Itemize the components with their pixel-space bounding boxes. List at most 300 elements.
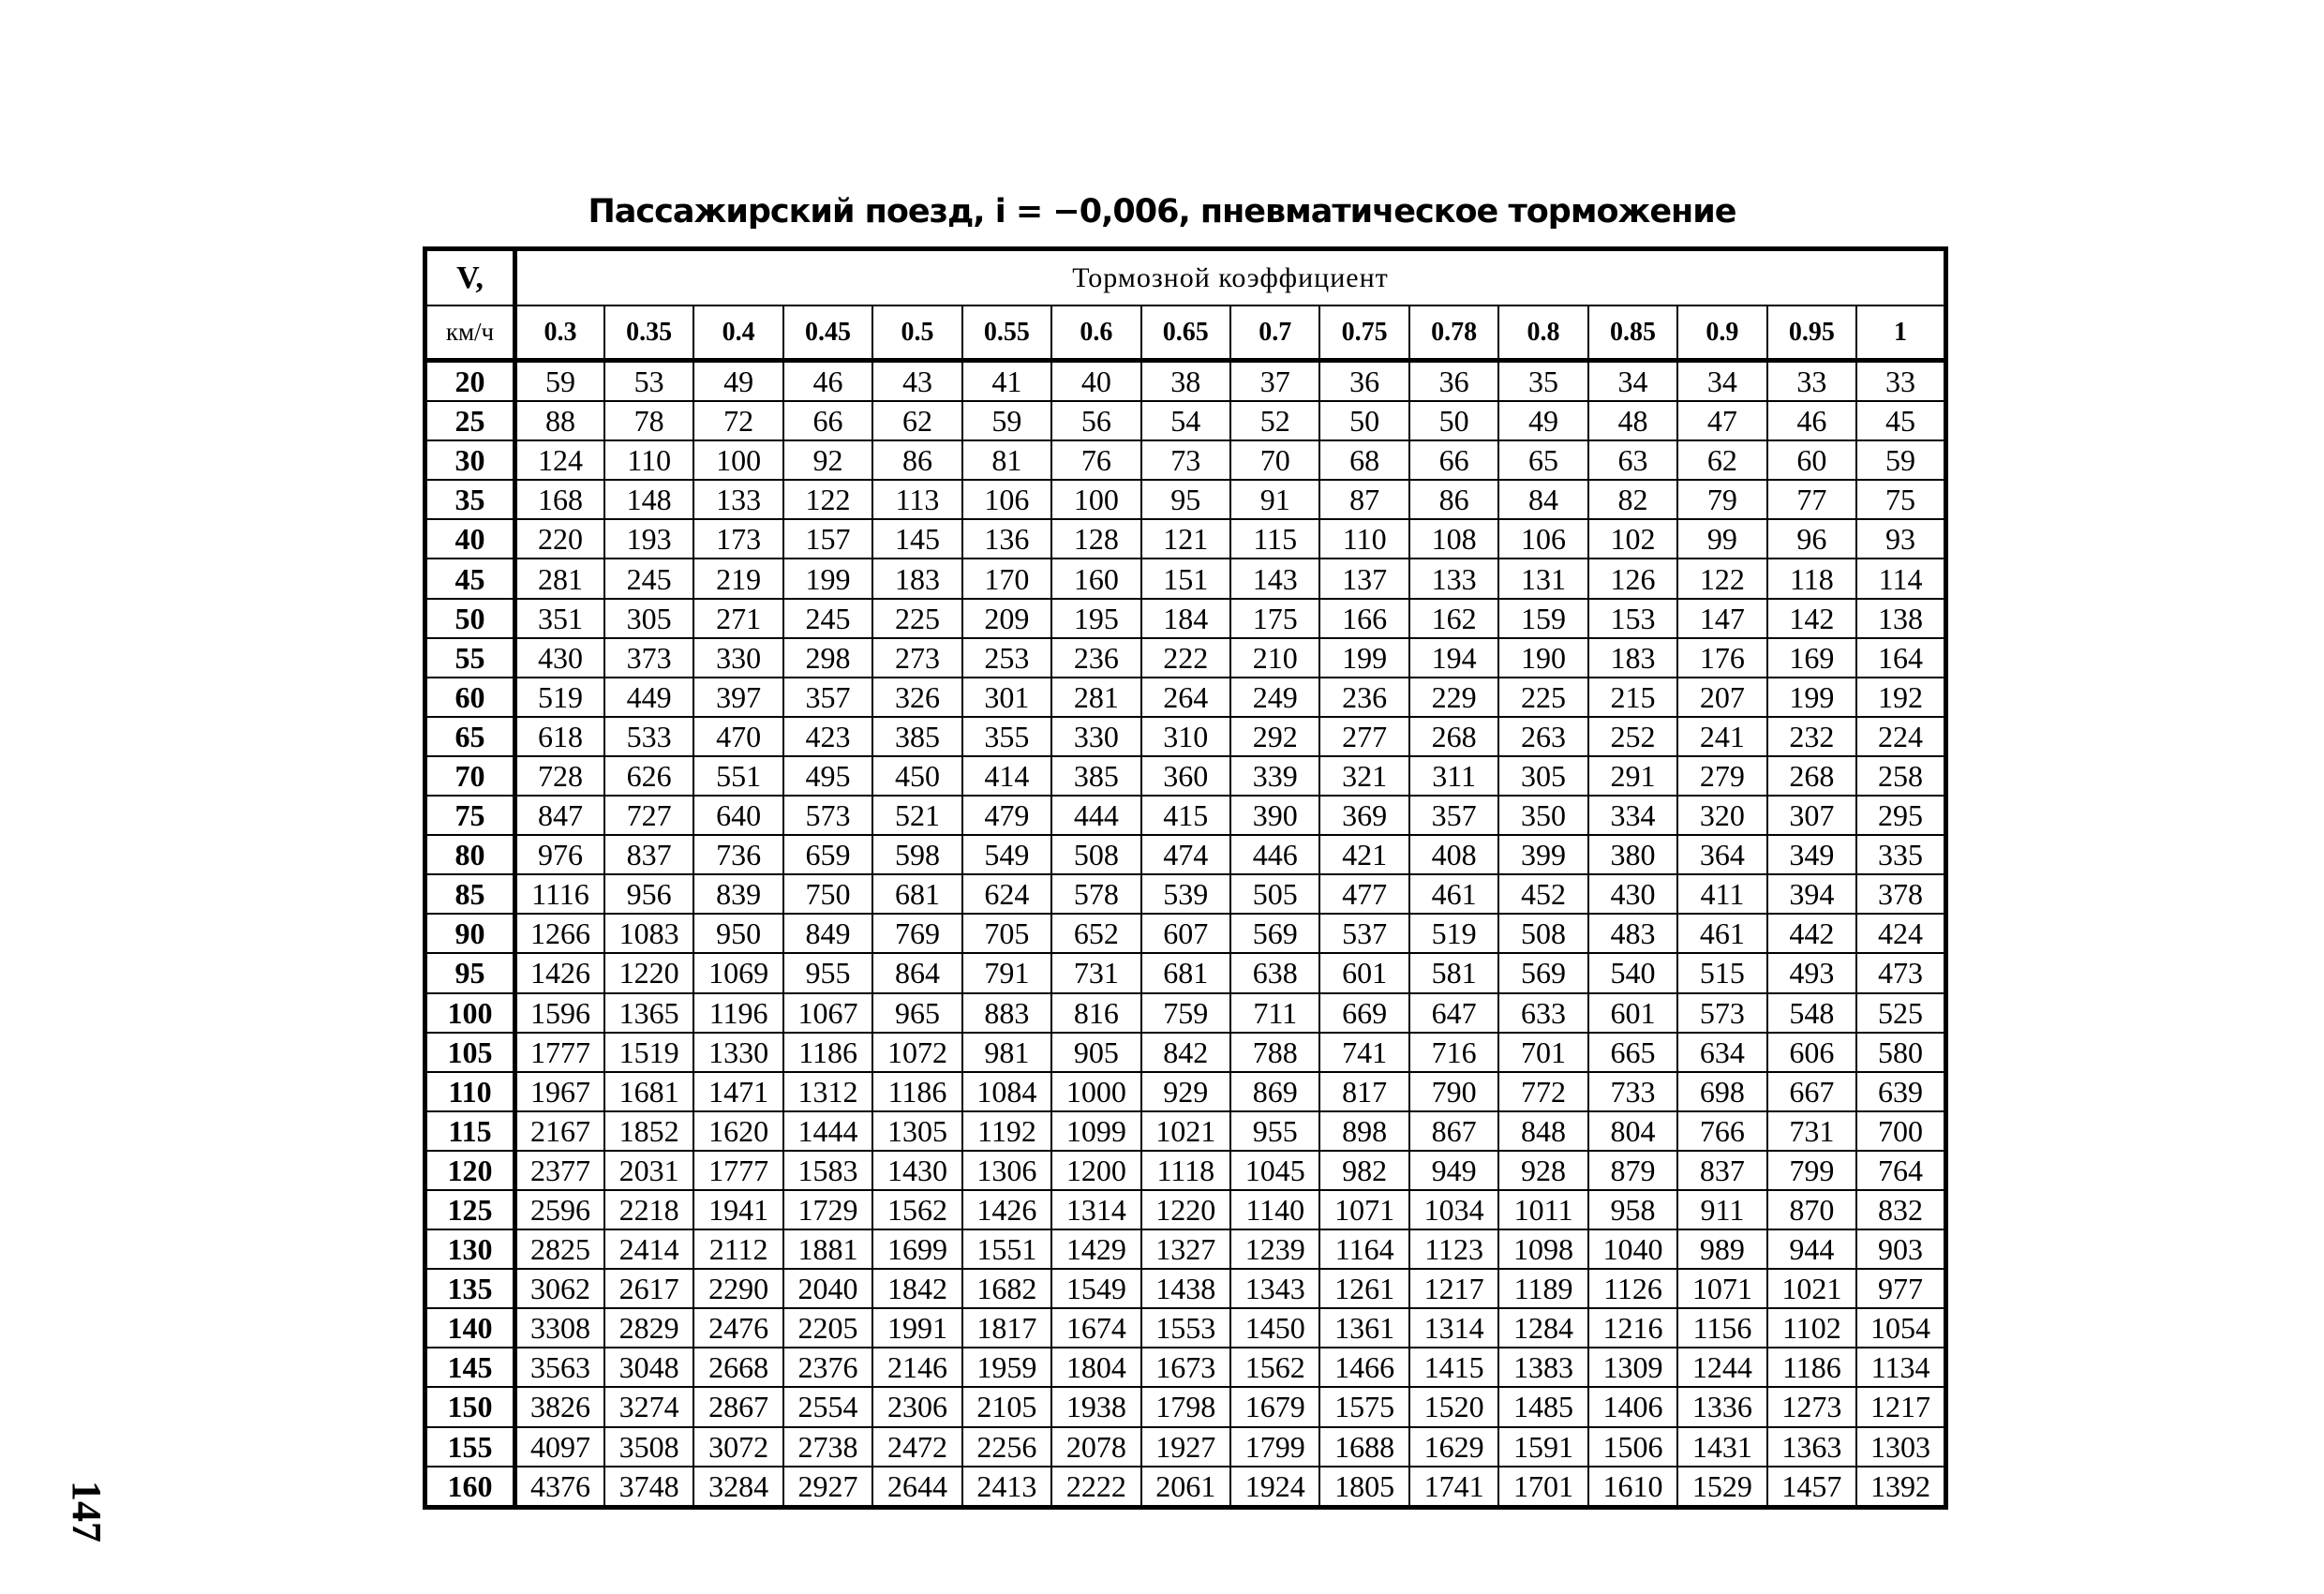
- distance-cell: 449: [604, 678, 693, 717]
- distance-cell: 1529: [1677, 1467, 1766, 1508]
- distance-cell: 301: [962, 678, 1051, 717]
- distance-cell: 905: [1051, 1033, 1140, 1072]
- distance-cell: 955: [783, 953, 872, 992]
- distance-cell: 2476: [693, 1308, 782, 1348]
- distance-cell: 1673: [1141, 1348, 1230, 1387]
- distance-cell: 769: [872, 914, 961, 953]
- distance-cell: 2205: [783, 1308, 872, 1348]
- distance-cell: 224: [1856, 717, 1945, 756]
- distance-cell: 160: [1051, 559, 1140, 598]
- distance-cell: 1506: [1588, 1427, 1677, 1467]
- distance-cell: 505: [1230, 874, 1319, 914]
- table-row: [425, 440, 1946, 480]
- distance-cell: 110: [604, 440, 693, 480]
- distance-cell: 385: [1051, 756, 1140, 796]
- speed-cell: 100: [425, 993, 515, 1033]
- distance-cell: 2222: [1051, 1467, 1140, 1508]
- distance-cell: 1072: [872, 1033, 961, 1072]
- page-number: 147: [64, 1481, 110, 1542]
- distance-cell: 1549: [1051, 1269, 1140, 1308]
- distance-cell: 199: [1319, 638, 1408, 678]
- table-row: [425, 993, 1946, 1033]
- distance-cell: 731: [1051, 953, 1140, 992]
- table-row: [425, 1151, 1946, 1190]
- distance-cell: 1852: [604, 1111, 693, 1151]
- table-row: [425, 1387, 1946, 1426]
- distance-cell: 452: [1498, 874, 1587, 914]
- distance-cell: 291: [1588, 756, 1677, 796]
- distance-cell: 1415: [1409, 1348, 1498, 1387]
- distance-cell: 1674: [1051, 1308, 1140, 1348]
- distance-cell: 183: [1588, 638, 1677, 678]
- distance-cell: 222: [1141, 638, 1230, 678]
- distance-cell: 133: [693, 480, 782, 519]
- distance-cell: 2105: [962, 1387, 1051, 1426]
- distance-cell: 944: [1767, 1229, 1856, 1269]
- coefficient-header: Тормозной коэффициент: [515, 249, 1946, 306]
- distance-cell: 122: [1677, 559, 1766, 598]
- distance-cell: 461: [1677, 914, 1766, 953]
- distance-cell: 430: [515, 638, 604, 678]
- distance-cell: 1239: [1230, 1229, 1319, 1269]
- distance-cell: 640: [693, 796, 782, 835]
- speed-cell: 95: [425, 953, 515, 992]
- distance-cell: 446: [1230, 835, 1319, 874]
- distance-cell: 3308: [515, 1308, 604, 1348]
- distance-cell: 1266: [515, 914, 604, 953]
- distance-cell: 93: [1856, 519, 1945, 559]
- table-row: [425, 835, 1946, 874]
- distance-cell: 190: [1498, 638, 1587, 678]
- distance-cell: 1967: [515, 1072, 604, 1111]
- distance-cell: 157: [783, 519, 872, 559]
- distance-cell: 2112: [693, 1229, 782, 1269]
- table-row: [425, 1308, 1946, 1348]
- distance-cell: 75: [1856, 480, 1945, 519]
- distance-cell: 4097: [515, 1427, 604, 1467]
- speed-cell: 75: [425, 796, 515, 835]
- distance-cell: 268: [1767, 756, 1856, 796]
- distance-cell: 832: [1856, 1190, 1945, 1229]
- coefficient-column-header: 0.55: [962, 305, 1051, 361]
- distance-cell: 91: [1230, 480, 1319, 519]
- distance-cell: 1959: [962, 1348, 1051, 1387]
- distance-cell: 569: [1230, 914, 1319, 953]
- distance-cell: 183: [872, 559, 961, 598]
- table-row: [425, 717, 1946, 756]
- distance-cell: 168: [515, 480, 604, 519]
- distance-cell: 950: [693, 914, 782, 953]
- distance-cell: 1116: [515, 874, 604, 914]
- distance-cell: 705: [962, 914, 1051, 953]
- distance-cell: 210: [1230, 638, 1319, 678]
- distance-cell: 698: [1677, 1072, 1766, 1111]
- distance-cell: 1021: [1767, 1269, 1856, 1308]
- distance-cell: 1126: [1588, 1269, 1677, 1308]
- distance-cell: 1045: [1230, 1151, 1319, 1190]
- distance-cell: 3563: [515, 1348, 604, 1387]
- distance-cell: 1034: [1409, 1190, 1498, 1229]
- distance-cell: 1575: [1319, 1387, 1408, 1426]
- distance-cell: 1071: [1677, 1269, 1766, 1308]
- distance-cell: 1330: [693, 1033, 782, 1072]
- distance-cell: 444: [1051, 796, 1140, 835]
- distance-cell: 79: [1677, 480, 1766, 519]
- distance-cell: 54: [1141, 401, 1230, 440]
- distance-cell: 1519: [604, 1033, 693, 1072]
- distance-cell: 1471: [693, 1072, 782, 1111]
- distance-cell: 1098: [1498, 1229, 1587, 1269]
- distance-cell: 982: [1319, 1151, 1408, 1190]
- distance-cell: 869: [1230, 1072, 1319, 1111]
- distance-cell: 1429: [1051, 1229, 1140, 1269]
- distance-cell: 1842: [872, 1269, 961, 1308]
- distance-cell: 1583: [783, 1151, 872, 1190]
- distance-cell: 193: [604, 519, 693, 559]
- coefficient-column-header: 0.35: [604, 305, 693, 361]
- distance-cell: 430: [1588, 874, 1677, 914]
- speed-unit-header: км/ч: [425, 305, 515, 361]
- distance-cell: 549: [962, 835, 1051, 874]
- distance-cell: 4376: [515, 1467, 604, 1508]
- distance-cell: 1067: [783, 993, 872, 1033]
- distance-cell: 162: [1409, 599, 1498, 638]
- distance-cell: 733: [1588, 1072, 1677, 1111]
- distance-cell: 2414: [604, 1229, 693, 1269]
- distance-cell: 159: [1498, 599, 1587, 638]
- distance-cell: 263: [1498, 717, 1587, 756]
- table-row: [425, 1269, 1946, 1308]
- distance-cell: 2040: [783, 1269, 872, 1308]
- distance-cell: 1217: [1856, 1387, 1945, 1426]
- distance-cell: 43: [872, 361, 961, 402]
- distance-cell: 1164: [1319, 1229, 1408, 1269]
- distance-cell: 2167: [515, 1111, 604, 1151]
- distance-cell: 335: [1856, 835, 1945, 874]
- distance-cell: 145: [872, 519, 961, 559]
- distance-cell: 36: [1319, 361, 1408, 402]
- distance-cell: 408: [1409, 835, 1498, 874]
- coefficient-column-header: 0.5: [872, 305, 961, 361]
- table-row: [425, 1427, 1946, 1467]
- distance-cell: 423: [783, 717, 872, 756]
- distance-cell: 1196: [693, 993, 782, 1033]
- distance-cell: 1134: [1856, 1348, 1945, 1387]
- distance-cell: 669: [1319, 993, 1408, 1033]
- distance-cell: 195: [1051, 599, 1140, 638]
- distance-cell: 1927: [1141, 1427, 1230, 1467]
- distance-cell: 839: [693, 874, 782, 914]
- distance-cell: 81: [962, 440, 1051, 480]
- distance-cell: 194: [1409, 638, 1498, 678]
- distance-cell: 424: [1856, 914, 1945, 953]
- distance-cell: 33: [1856, 361, 1945, 402]
- distance-cell: 1804: [1051, 1348, 1140, 1387]
- distance-cell: 49: [1498, 401, 1587, 440]
- distance-cell: 2829: [604, 1308, 693, 1348]
- distance-cell: 741: [1319, 1033, 1408, 1072]
- distance-cell: 380: [1588, 835, 1677, 874]
- speed-cell: 65: [425, 717, 515, 756]
- distance-cell: 1084: [962, 1072, 1051, 1111]
- distance-cell: 1054: [1856, 1308, 1945, 1348]
- distance-cell: 175: [1230, 599, 1319, 638]
- header-row-1: [425, 249, 1946, 306]
- distance-cell: 62: [872, 401, 961, 440]
- distance-cell: 548: [1767, 993, 1856, 1033]
- distance-cell: 1553: [1141, 1308, 1230, 1348]
- distance-cell: 95: [1141, 480, 1230, 519]
- distance-cell: 1596: [515, 993, 604, 1033]
- distance-cell: 1466: [1319, 1348, 1408, 1387]
- distance-cell: 533: [604, 717, 693, 756]
- distance-cell: 493: [1767, 953, 1856, 992]
- distance-cell: 37: [1230, 361, 1319, 402]
- distance-cell: 764: [1856, 1151, 1945, 1190]
- distance-cell: 385: [872, 717, 961, 756]
- distance-cell: 378: [1856, 874, 1945, 914]
- distance-cell: 321: [1319, 756, 1408, 796]
- distance-cell: 273: [872, 638, 961, 678]
- distance-cell: 731: [1767, 1111, 1856, 1151]
- distance-cell: 184: [1141, 599, 1230, 638]
- distance-cell: 52: [1230, 401, 1319, 440]
- speed-cell: 155: [425, 1427, 515, 1467]
- distance-cell: 1817: [962, 1308, 1051, 1348]
- distance-cell: 1591: [1498, 1427, 1587, 1467]
- distance-cell: 1426: [962, 1190, 1051, 1229]
- distance-cell: 106: [962, 480, 1051, 519]
- distance-cell: 1189: [1498, 1269, 1587, 1308]
- distance-cell: 1343: [1230, 1269, 1319, 1308]
- distance-cell: 2078: [1051, 1427, 1140, 1467]
- distance-cell: 357: [1409, 796, 1498, 835]
- distance-cell: 1681: [604, 1072, 693, 1111]
- coefficient-column-header: 0.4: [693, 305, 782, 361]
- distance-cell: 151: [1141, 559, 1230, 598]
- distance-cell: 1309: [1588, 1348, 1677, 1387]
- table-row: [425, 519, 1946, 559]
- coefficient-column-header: 0.45: [783, 305, 872, 361]
- distance-cell: 236: [1319, 678, 1408, 717]
- coefficient-column-header: 1: [1856, 305, 1945, 361]
- distance-cell: 1450: [1230, 1308, 1319, 1348]
- coefficient-column-header: 0.78: [1409, 305, 1498, 361]
- speed-cell: 30: [425, 440, 515, 480]
- distance-cell: 474: [1141, 835, 1230, 874]
- distance-cell: 390: [1230, 796, 1319, 835]
- distance-cell: 1083: [604, 914, 693, 953]
- distance-cell: 241: [1677, 717, 1766, 756]
- distance-cell: 209: [962, 599, 1051, 638]
- distance-cell: 849: [783, 914, 872, 953]
- distance-cell: 1314: [1051, 1190, 1140, 1229]
- table-body: [425, 361, 1946, 1508]
- coefficient-column-header: 0.65: [1141, 305, 1230, 361]
- distance-cell: 219: [693, 559, 782, 598]
- distance-cell: 76: [1051, 440, 1140, 480]
- distance-cell: 883: [962, 993, 1051, 1033]
- table-row: [425, 1072, 1946, 1111]
- distance-cell: 898: [1319, 1111, 1408, 1151]
- speed-cell: 80: [425, 835, 515, 874]
- distance-cell: 1562: [872, 1190, 961, 1229]
- distance-cell: 2927: [783, 1467, 872, 1508]
- distance-cell: 339: [1230, 756, 1319, 796]
- distance-cell: 59: [515, 361, 604, 402]
- distance-cell: 108: [1409, 519, 1498, 559]
- distance-cell: 36: [1409, 361, 1498, 402]
- distance-cell: 136: [962, 519, 1051, 559]
- distance-cell: 804: [1588, 1111, 1677, 1151]
- distance-cell: 2596: [515, 1190, 604, 1229]
- distance-cell: 955: [1230, 1111, 1319, 1151]
- distance-cell: 601: [1588, 993, 1677, 1033]
- distance-cell: 3748: [604, 1467, 693, 1508]
- distance-cell: 126: [1588, 559, 1677, 598]
- distance-cell: 879: [1588, 1151, 1677, 1190]
- distance-cell: 870: [1767, 1190, 1856, 1229]
- distance-cell: 114: [1856, 559, 1945, 598]
- distance-cell: 1312: [783, 1072, 872, 1111]
- distance-cell: 326: [872, 678, 961, 717]
- distance-cell: 3826: [515, 1387, 604, 1426]
- distance-cell: 121: [1141, 519, 1230, 559]
- distance-cell: 551: [693, 756, 782, 796]
- coefficient-column-header: 0.85: [1588, 305, 1677, 361]
- speed-cell: 150: [425, 1387, 515, 1426]
- distance-cell: 96: [1767, 519, 1856, 559]
- speed-cell: 140: [425, 1308, 515, 1348]
- distance-cell: 479: [962, 796, 1051, 835]
- distance-cell: 1102: [1767, 1308, 1856, 1348]
- table-row: [425, 756, 1946, 796]
- distance-cell: 928: [1498, 1151, 1587, 1190]
- distance-cell: 147: [1677, 599, 1766, 638]
- coefficient-column-header: 0.3: [515, 305, 604, 361]
- distance-cell: 113: [872, 480, 961, 519]
- distance-cell: 1303: [1856, 1427, 1945, 1467]
- distance-cell: 1156: [1677, 1308, 1766, 1348]
- distance-cell: 1941: [693, 1190, 782, 1229]
- distance-cell: 1620: [693, 1111, 782, 1151]
- distance-cell: 357: [783, 678, 872, 717]
- distance-cell: 46: [783, 361, 872, 402]
- distance-cell: 539: [1141, 874, 1230, 914]
- distance-cell: 50: [1319, 401, 1408, 440]
- distance-cell: 173: [693, 519, 782, 559]
- distance-cell: 271: [693, 599, 782, 638]
- distance-cell: 153: [1588, 599, 1677, 638]
- distance-cell: 1071: [1319, 1190, 1408, 1229]
- distance-cell: 1361: [1319, 1308, 1408, 1348]
- distance-cell: 133: [1409, 559, 1498, 598]
- table-row: [425, 1111, 1946, 1151]
- distance-cell: 949: [1409, 1151, 1498, 1190]
- distance-cell: 1881: [783, 1229, 872, 1269]
- distance-cell: 3508: [604, 1427, 693, 1467]
- distance-cell: 736: [693, 835, 782, 874]
- distance-cell: 442: [1767, 914, 1856, 953]
- distance-cell: 72: [693, 401, 782, 440]
- distance-cell: 700: [1856, 1111, 1945, 1151]
- speed-cell: 35: [425, 480, 515, 519]
- coefficient-column-header: 0.6: [1051, 305, 1140, 361]
- distance-cell: 772: [1498, 1072, 1587, 1111]
- distance-cell: 232: [1767, 717, 1856, 756]
- distance-cell: 38: [1141, 361, 1230, 402]
- distance-cell: 3048: [604, 1348, 693, 1387]
- distance-cell: 618: [515, 717, 604, 756]
- table-row: [425, 1190, 1946, 1229]
- distance-cell: 1924: [1230, 1467, 1319, 1508]
- distance-cell: 2668: [693, 1348, 782, 1387]
- distance-cell: 1099: [1051, 1111, 1140, 1151]
- distance-cell: 1021: [1141, 1111, 1230, 1151]
- distance-cell: 34: [1588, 361, 1677, 402]
- distance-cell: 1069: [693, 953, 782, 992]
- distance-cell: 601: [1319, 953, 1408, 992]
- distance-cell: 65: [1498, 440, 1587, 480]
- distance-cell: 1314: [1409, 1308, 1498, 1348]
- distance-cell: 2376: [783, 1348, 872, 1387]
- distance-cell: 1140: [1230, 1190, 1319, 1229]
- distance-cell: 49: [693, 361, 782, 402]
- distance-cell: 86: [1409, 480, 1498, 519]
- distance-cell: 164: [1856, 638, 1945, 678]
- table-row: [425, 361, 1946, 402]
- distance-cell: 521: [872, 796, 961, 835]
- distance-cell: 816: [1051, 993, 1140, 1033]
- distance-cell: 3284: [693, 1467, 782, 1508]
- distance-cell: 1805: [1319, 1467, 1408, 1508]
- distance-cell: 1729: [783, 1190, 872, 1229]
- distance-cell: 1799: [1230, 1427, 1319, 1467]
- distance-cell: 606: [1767, 1033, 1856, 1072]
- distance-cell: 537: [1319, 914, 1408, 953]
- distance-cell: 295: [1856, 796, 1945, 835]
- distance-cell: 292: [1230, 717, 1319, 756]
- distance-cell: 1682: [962, 1269, 1051, 1308]
- table-row: [425, 1033, 1946, 1072]
- table-row: [425, 638, 1946, 678]
- speed-cell: 40: [425, 519, 515, 559]
- distance-cell: 848: [1498, 1111, 1587, 1151]
- distance-cell: 659: [783, 835, 872, 874]
- distance-cell: 84: [1498, 480, 1587, 519]
- distance-cell: 956: [604, 874, 693, 914]
- distance-cell: 33: [1767, 361, 1856, 402]
- distance-cell: 143: [1230, 559, 1319, 598]
- distance-cell: 1220: [604, 953, 693, 992]
- distance-cell: 110: [1319, 519, 1408, 559]
- distance-cell: 958: [1588, 1190, 1677, 1229]
- distance-cell: 1327: [1141, 1229, 1230, 1269]
- distance-cell: 1000: [1051, 1072, 1140, 1111]
- distance-cell: 73: [1141, 440, 1230, 480]
- distance-cell: 1551: [962, 1229, 1051, 1269]
- distance-cell: 2061: [1141, 1467, 1230, 1508]
- distance-cell: 349: [1767, 835, 1856, 874]
- distance-cell: 128: [1051, 519, 1140, 559]
- distance-cell: 70: [1230, 440, 1319, 480]
- table-row: [425, 874, 1946, 914]
- distance-cell: 508: [1498, 914, 1587, 953]
- distance-cell: 483: [1588, 914, 1677, 953]
- table-row: [425, 953, 1946, 992]
- speed-cell: 110: [425, 1072, 515, 1111]
- distance-cell: 1938: [1051, 1387, 1140, 1426]
